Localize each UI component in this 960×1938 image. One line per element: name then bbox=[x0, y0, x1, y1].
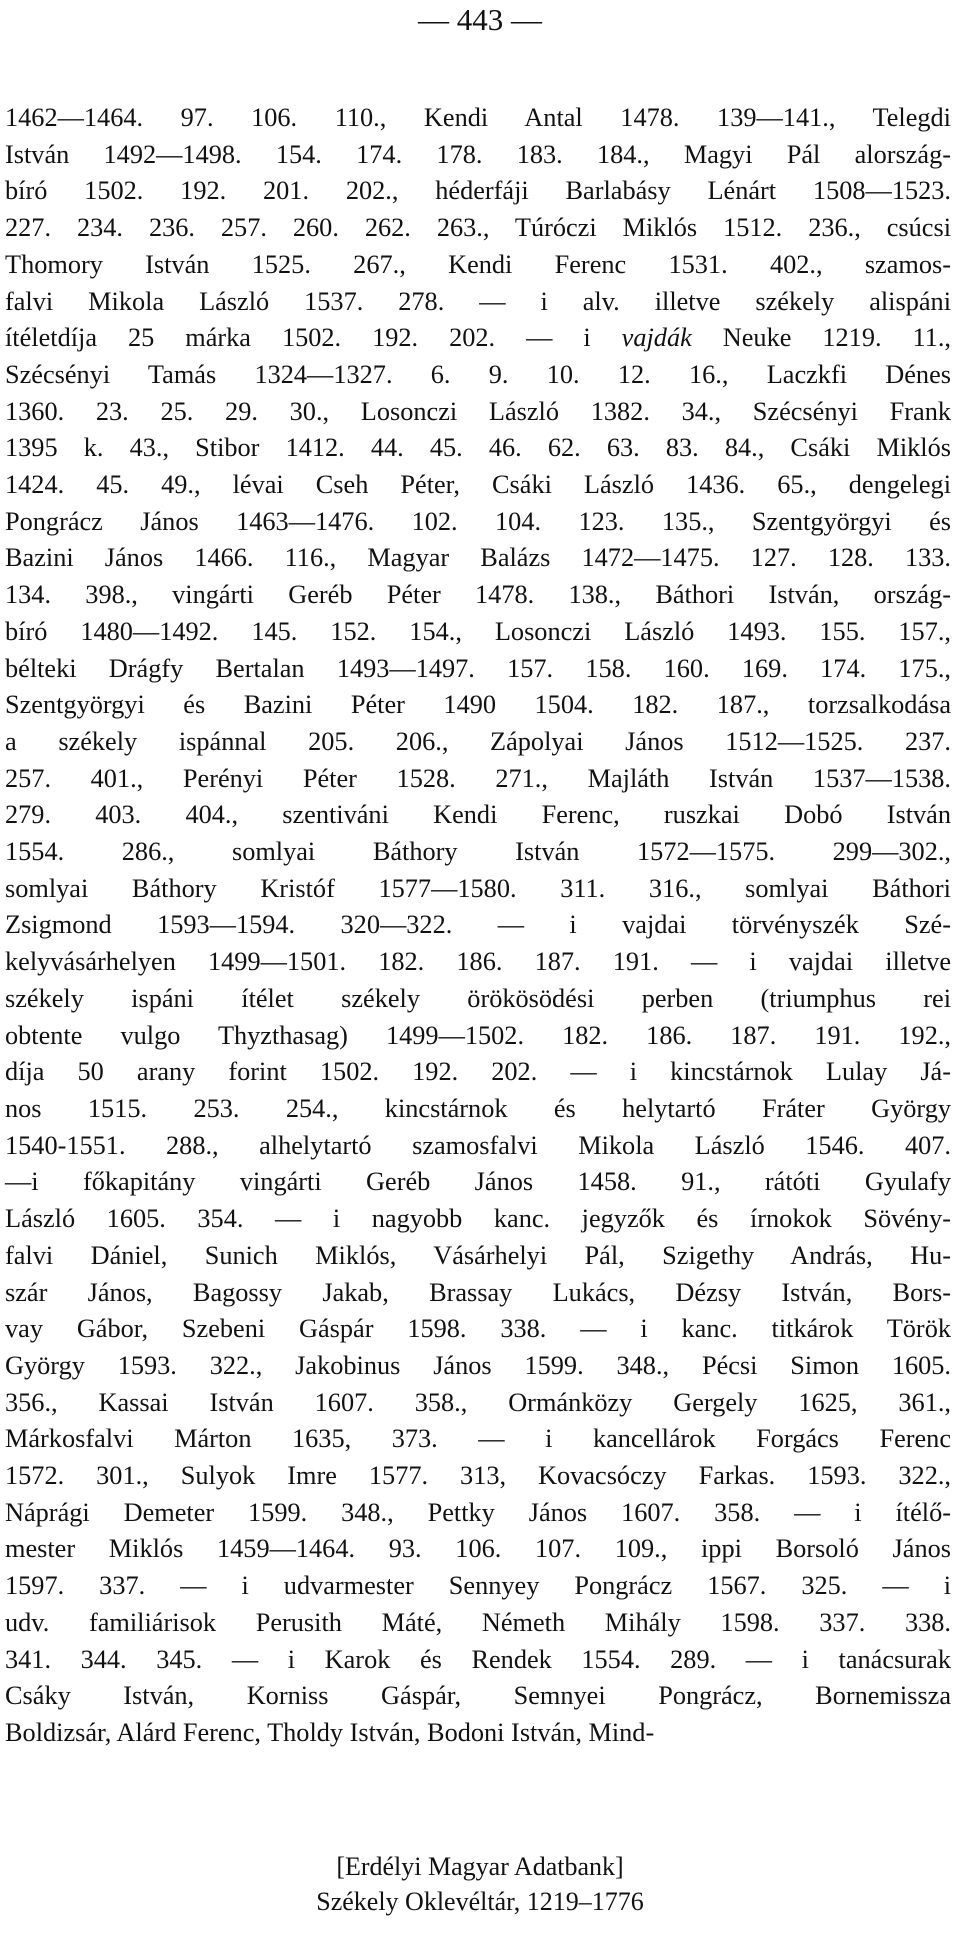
text-line: szár János, Bagossy Jakab, Brassay Lukács, Dézsy István, Bors- bbox=[5, 1277, 951, 1307]
text-line: obtente vulgo Thyzthasag) 1499—1502. 182. 186. 187. 191. 192., bbox=[5, 1020, 951, 1050]
text-line: Zsigmond 1593—1594. 320—322. — i vajdai törvényszék Szé- bbox=[5, 910, 951, 940]
text-line: 1462—1464. 97. 106. 110., Kendi Antal 1478. 139—141., Telegdi bbox=[5, 103, 951, 132]
footer-title: Székely Oklevéltár, 1219–1776 bbox=[316, 1887, 644, 1916]
text-line: 227. 234. 236. 257. 260. 262. 263., Túróczi Miklós 1512. 236., csúcsi bbox=[5, 213, 951, 243]
text-line: 1395 k. 43., Stibor 1412. 44. 45. 46. 62. 63. 83. 84., Csáki Miklós bbox=[5, 433, 951, 463]
footer-source[interactable]: [Erdélyi Magyar Adatbank] bbox=[336, 1852, 624, 1881]
text-line: 341. 344. 345. — i Karok és Rendek 1554. 289. — i tanácsurak bbox=[5, 1644, 951, 1674]
text-line: István 1492—1498. 154. 174. 178. 183. 184., Magyi Pál alország- bbox=[5, 139, 951, 169]
text-line: Csáky István, Korniss Gáspár, Semnyei Pongrácz, Bornemissza bbox=[5, 1681, 951, 1711]
text-line: Thomory István 1525. 267., Kendi Ferenc 1531. 402., szamos- bbox=[5, 249, 951, 279]
text-line: bíró 1480—1492. 145. 152. 154., Losonczi László 1493. 155. 157., bbox=[5, 616, 951, 646]
text-line: 1554. 286., somlyai Báthory István 1572—1575. 299—302., bbox=[5, 837, 951, 867]
text-line: bélteki Drágfy Bertalan 1493—1497. 157. 158. 160. 169. 174. 175., bbox=[5, 653, 951, 683]
text-line: díja 50 arany forint 1502. 192. 202. — i kincstárnok Lulay Já- bbox=[5, 1057, 951, 1087]
text-line: 1597. 337. — i udvarmester Sennyey Pongrácz 1567. 325. — i bbox=[5, 1571, 951, 1601]
text-line: bíró 1502. 192. 201. 202., héderfáji Barlabásy Lénárt 1508—1523. bbox=[5, 176, 951, 206]
text-line: Náprági Demeter 1599. 348., Pettky János 1607. 358. — i ítélő- bbox=[5, 1497, 951, 1527]
text-line: a székely ispánnal 205. 206., Zápolyai János 1512—1525. 237. bbox=[5, 726, 951, 756]
text-line: falvi Dániel, Sunich Miklós, Vásárhelyi Pál, Szigethy András, Hu- bbox=[5, 1240, 951, 1270]
text-segment: Neuke 1219. 11., bbox=[691, 323, 951, 353]
text-line: Bazini János 1466. 116., Magyar Balázs 1472—1475. 127. 128. 133. bbox=[5, 543, 951, 573]
text-line: 1572. 301., Sulyok Imre 1577. 313, Kovacsóczy Farkas. 1593. 322., bbox=[5, 1461, 951, 1491]
text-line: 257. 401., Perényi Péter 1528. 271., Majláth István 1537—1538. bbox=[5, 763, 951, 793]
text-line: udv. familiárisok Perusith Máté, Németh Mihály 1598. 337. 338. bbox=[5, 1607, 951, 1637]
text-line: Márkosfalvi Márton 1635, 373. — i kancellárok Forgács Ferenc bbox=[5, 1424, 951, 1454]
text-line: László 1605. 354. — i nagyobb kanc. jegyzők és írnokok Sövény- bbox=[5, 1204, 951, 1234]
text-line: somlyai Báthory Kristóf 1577—1580. 311. 316., somlyai Báthori bbox=[5, 873, 951, 903]
text-line: 279. 403. 404., szentiváni Kendi Ferenc, ruszkai Dobó István bbox=[5, 800, 951, 830]
text-line: 356., Kassai István 1607. 358., Ormánközy Gergely 1625, 361., bbox=[5, 1387, 951, 1417]
index-text-body bbox=[5, 100, 951, 1752]
text-line: —i főkapitány vingárti Geréb János 1458. 91., rátóti Gyulafy bbox=[5, 1167, 951, 1197]
text-line: mester Miklós 1459—1464. 93. 106. 107. 109., ippi Borsoló János bbox=[5, 1534, 951, 1564]
text-line: nos 1515. 253. 254., kincstárnok és helytartó Fráter György bbox=[5, 1093, 951, 1123]
text-line: 1424. 45. 49., lévai Cseh Péter, Csáki László 1436. 65., dengelegi bbox=[5, 470, 951, 500]
text-line: Szentgyörgyi és Bazini Péter 1490 1504. 182. 187., torzsalkodása bbox=[5, 690, 951, 720]
text-line: falvi Mikola László 1537. 278. — i alv. illetve székely alispáni bbox=[5, 286, 951, 316]
text-segment: ítéletdíja 25 márka 1502. 192. 202. — i bbox=[5, 323, 622, 353]
text-line: kelyvásárhelyen 1499—1501. 182. 186. 187. 191. — i vajdai illetve bbox=[5, 947, 951, 977]
text-line: székely ispáni ítélet székely örökösödési perben (triumphus rei bbox=[5, 983, 951, 1013]
text-line: 1540-1551. 288., alhelytartó szamosfalvi Mikola László 1546. 407. bbox=[5, 1130, 951, 1160]
text-line: vay Gábor, Szebeni Gáspár 1598. 338. — i kanc. titkárok Török bbox=[5, 1314, 951, 1344]
text-line: 134. 398., vingárti Geréb Péter 1478. 138., Báthori István, ország- bbox=[5, 580, 951, 610]
text-line: György 1593. 322., Jakobinus János 1599. 348., Pécsi Simon 1605. bbox=[5, 1350, 951, 1380]
page-footer bbox=[0, 1849, 960, 1919]
page-number: — 443 — bbox=[418, 2, 542, 37]
italic-term: vajdák bbox=[621, 323, 692, 353]
text-line: Boldizsár, Alárd Ferenc, Tholdy István, Bodoni István, Mind- bbox=[5, 1717, 655, 1747]
text-line: Pongrácz János 1463—1476. 102. 104. 123. 135., Szentgyörgyi és bbox=[5, 506, 951, 536]
text-line: 1360. 23. 25. 29. 30., Losonczi László 1382. 34., Szécsényi Frank bbox=[5, 396, 951, 426]
text-line: Szécsényi Tamás 1324—1327. 6. 9. 10. 12. 16., Laczkfi Dénes bbox=[5, 359, 951, 389]
text-line bbox=[5, 320, 951, 357]
